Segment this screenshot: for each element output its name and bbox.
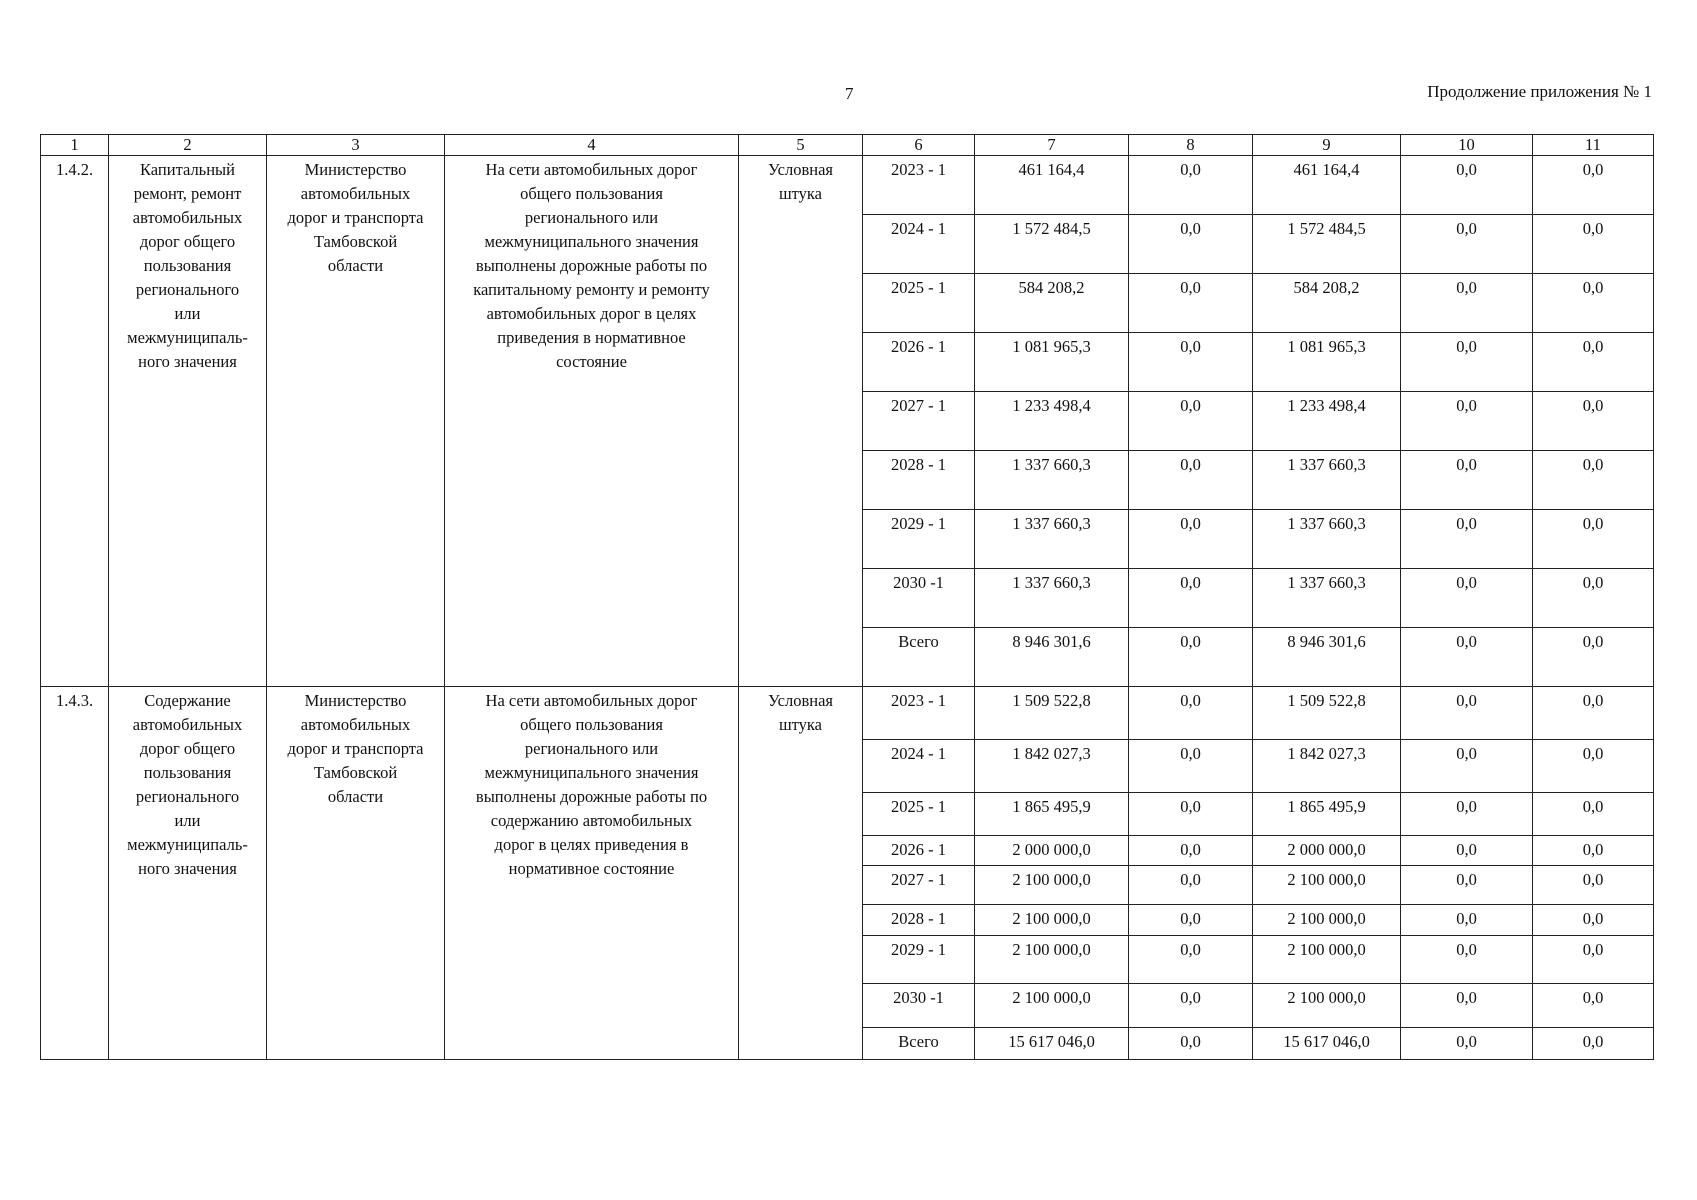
value-col-11: 0,0 bbox=[1533, 451, 1654, 510]
value-col-11: 0,0 bbox=[1533, 687, 1654, 740]
year-period: 2027 - 1 bbox=[863, 866, 975, 905]
value-col-8: 0,0 bbox=[1129, 510, 1253, 569]
value-col-11: 0,0 bbox=[1533, 740, 1654, 793]
value-col-7: 1 337 660,3 bbox=[975, 569, 1129, 628]
table-row bbox=[41, 156, 1654, 215]
value-col-7: 2 100 000,0 bbox=[975, 936, 1129, 984]
value-col-8: 0,0 bbox=[1129, 936, 1253, 984]
year-period: 2029 - 1 bbox=[863, 936, 975, 984]
responsible-executor: Министерство автомобильных дорог и транспорта Тамбовской области bbox=[267, 687, 445, 1060]
value-col-11: 0,0 bbox=[1533, 569, 1654, 628]
value-col-8: 0,0 bbox=[1129, 793, 1253, 836]
activity-name: Капитальный ремонт, ремонт автомобильных дорог общего пользования регионального или межмуниципаль- ного значения bbox=[109, 156, 267, 687]
value-col-10: 0,0 bbox=[1401, 569, 1533, 628]
value-col-7: 8 946 301,6 bbox=[975, 628, 1129, 687]
value-col-11: 0,0 bbox=[1533, 936, 1654, 984]
value-col-10: 0,0 bbox=[1401, 1028, 1533, 1060]
page-number: 7 bbox=[845, 84, 854, 103]
value-col-11: 0,0 bbox=[1533, 274, 1654, 333]
unit-of-measure: Условная штука bbox=[739, 156, 863, 687]
value-col-10: 0,0 bbox=[1401, 687, 1533, 740]
value-col-10: 0,0 bbox=[1401, 628, 1533, 687]
year-period: 2026 - 1 bbox=[863, 836, 975, 866]
value-col-10: 0,0 bbox=[1401, 836, 1533, 866]
column-header: 4 bbox=[445, 135, 739, 156]
value-col-11: 0,0 bbox=[1533, 836, 1654, 866]
value-col-9: 2 100 000,0 bbox=[1253, 984, 1401, 1028]
table-row bbox=[41, 687, 1654, 740]
value-col-8: 0,0 bbox=[1129, 156, 1253, 215]
value-col-8: 0,0 bbox=[1129, 333, 1253, 392]
value-col-9: 1 337 660,3 bbox=[1253, 510, 1401, 569]
value-col-7: 1 842 027,3 bbox=[975, 740, 1129, 793]
value-col-10: 0,0 bbox=[1401, 905, 1533, 936]
value-col-11: 0,0 bbox=[1533, 333, 1654, 392]
value-col-11: 0,0 bbox=[1533, 905, 1654, 936]
appendix-continuation-label: Продолжение приложения № 1 bbox=[1427, 82, 1652, 101]
value-col-10: 0,0 bbox=[1401, 392, 1533, 451]
value-col-7: 1 081 965,3 bbox=[975, 333, 1129, 392]
value-col-11: 0,0 bbox=[1533, 215, 1654, 274]
value-col-10: 0,0 bbox=[1401, 451, 1533, 510]
year-period: 2023 - 1 bbox=[863, 687, 975, 740]
value-col-11: 0,0 bbox=[1533, 156, 1654, 215]
value-col-10: 0,0 bbox=[1401, 866, 1533, 905]
value-col-9: 1 233 498,4 bbox=[1253, 392, 1401, 451]
year-period: 2029 - 1 bbox=[863, 510, 975, 569]
value-col-9: 1 865 495,9 bbox=[1253, 793, 1401, 836]
value-col-10: 0,0 bbox=[1401, 215, 1533, 274]
value-col-8: 0,0 bbox=[1129, 451, 1253, 510]
value-col-9: 1 081 965,3 bbox=[1253, 333, 1401, 392]
column-header: 5 bbox=[739, 135, 863, 156]
value-col-8: 0,0 bbox=[1129, 984, 1253, 1028]
year-period: 2025 - 1 bbox=[863, 274, 975, 333]
value-col-11: 0,0 bbox=[1533, 510, 1654, 569]
value-col-11: 0,0 bbox=[1533, 628, 1654, 687]
appendix-table bbox=[40, 134, 1654, 1060]
year-period: 2024 - 1 bbox=[863, 215, 975, 274]
value-col-8: 0,0 bbox=[1129, 866, 1253, 905]
value-col-7: 1 865 495,9 bbox=[975, 793, 1129, 836]
value-col-7: 1 233 498,4 bbox=[975, 392, 1129, 451]
column-header: 2 bbox=[109, 135, 267, 156]
year-period: 2028 - 1 bbox=[863, 905, 975, 936]
column-header: 7 bbox=[975, 135, 1129, 156]
year-period: 2023 - 1 bbox=[863, 156, 975, 215]
value-col-8: 0,0 bbox=[1129, 740, 1253, 793]
value-col-8: 0,0 bbox=[1129, 392, 1253, 451]
value-col-9: 1 337 660,3 bbox=[1253, 569, 1401, 628]
year-period: 2026 - 1 bbox=[863, 333, 975, 392]
value-col-8: 0,0 bbox=[1129, 274, 1253, 333]
column-header: 10 bbox=[1401, 135, 1533, 156]
column-header: 1 bbox=[41, 135, 109, 156]
value-col-10: 0,0 bbox=[1401, 333, 1533, 392]
year-period: 2024 - 1 bbox=[863, 740, 975, 793]
value-col-10: 0,0 bbox=[1401, 984, 1533, 1028]
value-col-8: 0,0 bbox=[1129, 1028, 1253, 1060]
value-col-7: 1 509 522,8 bbox=[975, 687, 1129, 740]
value-col-9: 15 617 046,0 bbox=[1253, 1028, 1401, 1060]
value-col-9: 2 100 000,0 bbox=[1253, 936, 1401, 984]
value-col-7: 584 208,2 bbox=[975, 274, 1129, 333]
value-col-7: 2 100 000,0 bbox=[975, 905, 1129, 936]
value-col-7: 1 572 484,5 bbox=[975, 215, 1129, 274]
unit-of-measure: Условная штука bbox=[739, 687, 863, 1060]
value-col-10: 0,0 bbox=[1401, 740, 1533, 793]
value-col-11: 0,0 bbox=[1533, 793, 1654, 836]
row-code: 1.4.2. bbox=[41, 156, 109, 687]
value-col-7: 2 000 000,0 bbox=[975, 836, 1129, 866]
value-col-7: 2 100 000,0 bbox=[975, 866, 1129, 905]
value-col-9: 1 842 027,3 bbox=[1253, 740, 1401, 793]
year-period: 2027 - 1 bbox=[863, 392, 975, 451]
column-header: 8 bbox=[1129, 135, 1253, 156]
value-col-7: 461 164,4 bbox=[975, 156, 1129, 215]
value-col-10: 0,0 bbox=[1401, 793, 1533, 836]
value-col-10: 0,0 bbox=[1401, 274, 1533, 333]
value-col-11: 0,0 bbox=[1533, 1028, 1654, 1060]
value-col-8: 0,0 bbox=[1129, 836, 1253, 866]
value-col-11: 0,0 bbox=[1533, 984, 1654, 1028]
year-period: Всего bbox=[863, 628, 975, 687]
value-col-9: 1 509 522,8 bbox=[1253, 687, 1401, 740]
column-header: 3 bbox=[267, 135, 445, 156]
value-col-7: 2 100 000,0 bbox=[975, 984, 1129, 1028]
expected-result: На сети автомобильных дорог общего пользования регионального или межмуниципального значения выполнены дорожные работы по содержанию автомобильных дорог в целях приведения в нормативное состояние bbox=[445, 687, 739, 1060]
value-col-8: 0,0 bbox=[1129, 628, 1253, 687]
value-col-9: 8 946 301,6 bbox=[1253, 628, 1401, 687]
value-col-9: 1 337 660,3 bbox=[1253, 451, 1401, 510]
expected-result: На сети автомобильных дорог общего пользования регионального или межмуниципального значения выполнены дорожные работы по капитальному ремонту и ремонту автомобильных дорог в целях приведения в нормативное состояние bbox=[445, 156, 739, 687]
year-period: 2025 - 1 bbox=[863, 793, 975, 836]
value-col-10: 0,0 bbox=[1401, 936, 1533, 984]
value-col-7: 15 617 046,0 bbox=[975, 1028, 1129, 1060]
year-period: Всего bbox=[863, 1028, 975, 1060]
activity-name: Содержание автомобильных дорог общего пользования регионального или межмуниципаль- ного значения bbox=[109, 687, 267, 1060]
value-col-9: 2 100 000,0 bbox=[1253, 905, 1401, 936]
column-header: 9 bbox=[1253, 135, 1401, 156]
value-col-9: 461 164,4 bbox=[1253, 156, 1401, 215]
responsible-executor: Министерство автомобильных дорог и транспорта Тамбовской области bbox=[267, 156, 445, 687]
value-col-9: 2 100 000,0 bbox=[1253, 866, 1401, 905]
value-col-11: 0,0 bbox=[1533, 866, 1654, 905]
value-col-7: 1 337 660,3 bbox=[975, 510, 1129, 569]
value-col-10: 0,0 bbox=[1401, 156, 1533, 215]
column-header: 11 bbox=[1533, 135, 1654, 156]
year-period: 2030 -1 bbox=[863, 569, 975, 628]
value-col-9: 2 000 000,0 bbox=[1253, 836, 1401, 866]
value-col-10: 0,0 bbox=[1401, 510, 1533, 569]
value-col-9: 1 572 484,5 bbox=[1253, 215, 1401, 274]
value-col-8: 0,0 bbox=[1129, 215, 1253, 274]
value-col-8: 0,0 bbox=[1129, 687, 1253, 740]
value-col-9: 584 208,2 bbox=[1253, 274, 1401, 333]
row-code: 1.4.3. bbox=[41, 687, 109, 1060]
column-header: 6 bbox=[863, 135, 975, 156]
column-number-row bbox=[41, 135, 1654, 156]
value-col-7: 1 337 660,3 bbox=[975, 451, 1129, 510]
year-period: 2030 -1 bbox=[863, 984, 975, 1028]
year-period: 2028 - 1 bbox=[863, 451, 975, 510]
value-col-8: 0,0 bbox=[1129, 569, 1253, 628]
value-col-8: 0,0 bbox=[1129, 905, 1253, 936]
value-col-11: 0,0 bbox=[1533, 392, 1654, 451]
